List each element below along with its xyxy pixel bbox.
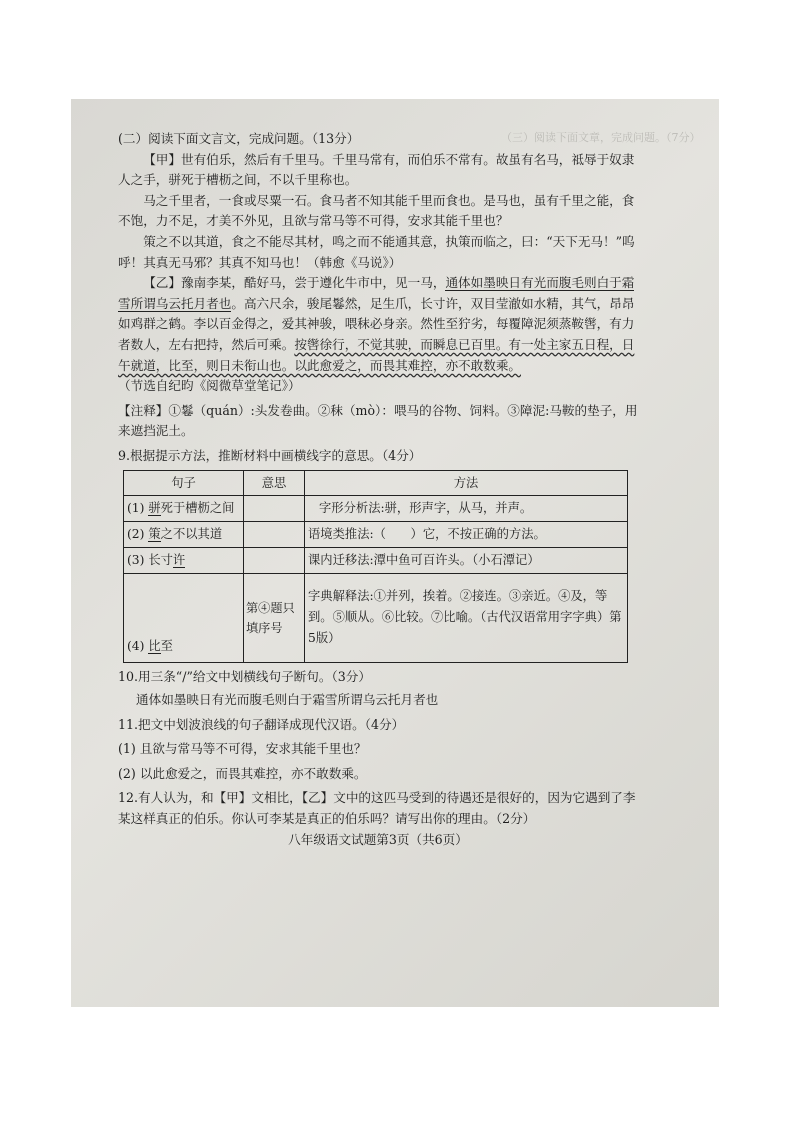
row-1-method: 字形分析法:骈，形声字，从马，并声。 (305, 495, 628, 521)
key-char-underlined: 骈 (148, 501, 161, 515)
row-4-meaning-hint[interactable]: 第④题只填序号 (244, 573, 305, 662)
row-1-sentence: (1) 骈死于槽枥之间 (124, 495, 244, 521)
row-4-sentence: (4) 比至 (124, 573, 244, 662)
annotation-note: 【注释】①鬈（quán）:头发卷曲。②秣（mò）：喂马的谷物、饲料。③障泥:马鞍的垫子，用来遮挡泥土。 (118, 402, 638, 439)
row-3-sentence: (3) 长寸许 (124, 547, 244, 573)
key-char-underlined: 许 (172, 553, 186, 567)
table-row (124, 547, 628, 573)
page-footer: 八年级语文试题第3页（共6页） (288, 831, 468, 847)
row-2-meaning-blank[interactable] (244, 521, 305, 547)
question-9-table (123, 470, 628, 663)
yi-source: （节选自纪昀《阅微草堂笔记》） (118, 378, 301, 394)
question-10-sentence[interactable]: 通体如墨映日有光而腹毛则白于霜雪所谓乌云托月者也 (136, 692, 439, 708)
key-char-underlined: 比 (148, 638, 161, 653)
row-3-meaning-blank[interactable] (244, 547, 305, 573)
yi-rest: 。高六尺余，骏尾鬈然，足生爪，长寸许，双目莹澈如水精，其气，昂昂如鸡群之鹤。李以百金得之，爱其神骏，喂秣必身亲。然性至狞劣，每覆障泥须蒸鞍辔，有力者数人，左右把持，然后可乘。 (118, 295, 635, 352)
question-9-stem: 9.根据提示方法，推断材料中画横线字的意思。（4分） (118, 447, 422, 463)
row-1-meaning-blank[interactable] (244, 495, 305, 521)
exam-content (118, 129, 638, 850)
question-12-stem: 12.有人认为，和【甲】文相比，【乙】文中的这匹马受到的待遇还是很好的，因为它遇到了李某这样真正的伯乐。你认可李某是真正的伯乐吗？请写出你的理由。（2分） (118, 790, 636, 827)
row-3-method: 课内迁移法:潭中鱼可百许头。（小石潭记） (305, 547, 628, 573)
table-row (124, 573, 628, 662)
row-4-method: 字典解释法:①并列，挨着。②接连。③亲近。④及，等到。⑤顺从。⑥比较。⑦比喻。（古代汉语常用字字典）第5版） (305, 573, 628, 662)
exam-page-photo (71, 99, 719, 1007)
yi-wavy-sentence: 按辔徐行，不觉其驶，而瞬息已百里。有一处主家五日程，日午就道，比至，则日未衔山也。以此愈爱之，而畏其难控，亦不敢数乘。 (118, 336, 635, 373)
table-row (124, 521, 628, 547)
header-method: 方法 (305, 470, 628, 495)
passage-yi (118, 273, 638, 376)
passage-jia-para-2: 马之千里者，一食或尽粟一石。食马者不知其能千里而食也。是马也，虽有千里之能，食不饱，力不足，才美不外见，且欲与常马等不可得，安求其能千里也？ (118, 192, 635, 229)
yi-lead: 【乙】豫南李某，酷好马，尝于遵化牛市中，见一马， (143, 275, 446, 291)
yi-underlined-sentence: 通体如墨映日有光而腹毛则白于霜雪所谓乌云托月者也 (118, 275, 635, 311)
header-meaning: 意思 (244, 470, 305, 495)
section-title: (二）阅读下面文言文，完成问题。（13分） (118, 131, 360, 146)
row-2-sentence: (2) 策之不以其道 (124, 521, 244, 547)
table-header-row (124, 470, 628, 495)
question-11-stem: 11.把文中划波浪线的句子翻译成现代汉语。（4分） (118, 716, 405, 732)
row-2-method: 语境类推法:（ ）它，不按正确的方法。 (305, 521, 628, 547)
question-10-stem: 10.用三条“/”给文中划横线句子断句。（3分） (118, 668, 371, 684)
passage-jia-para-1: 【甲】世有伯乐，然后有千里马。千里马常有，而伯乐不常有。故虽有名马，祗辱于奴隶人之手，骈死于槽枥之间，不以千里称也。 (118, 151, 635, 188)
table-row (124, 495, 628, 521)
header-sentence: 句子 (124, 470, 244, 495)
key-char-underlined: 策 (148, 527, 161, 541)
bleed-through-text: （三）阅读下面文章，完成问题。（7分） (501, 131, 701, 144)
question-11-item-2: (2) 以此愈爱之，而畏其难控，亦不敢数乘。 (118, 765, 367, 781)
passage-jia-para-3: 策之不以其道，食之不能尽其材，鸣之而不能通其意，执策而临之，曰：“天下无马！”呜呼！其真无马邪？其真不知马也！（韩愈《马说》） (118, 233, 635, 270)
question-11-item-1: (1) 且欲与常马等不可得，安求其能千里也？ (118, 741, 367, 757)
